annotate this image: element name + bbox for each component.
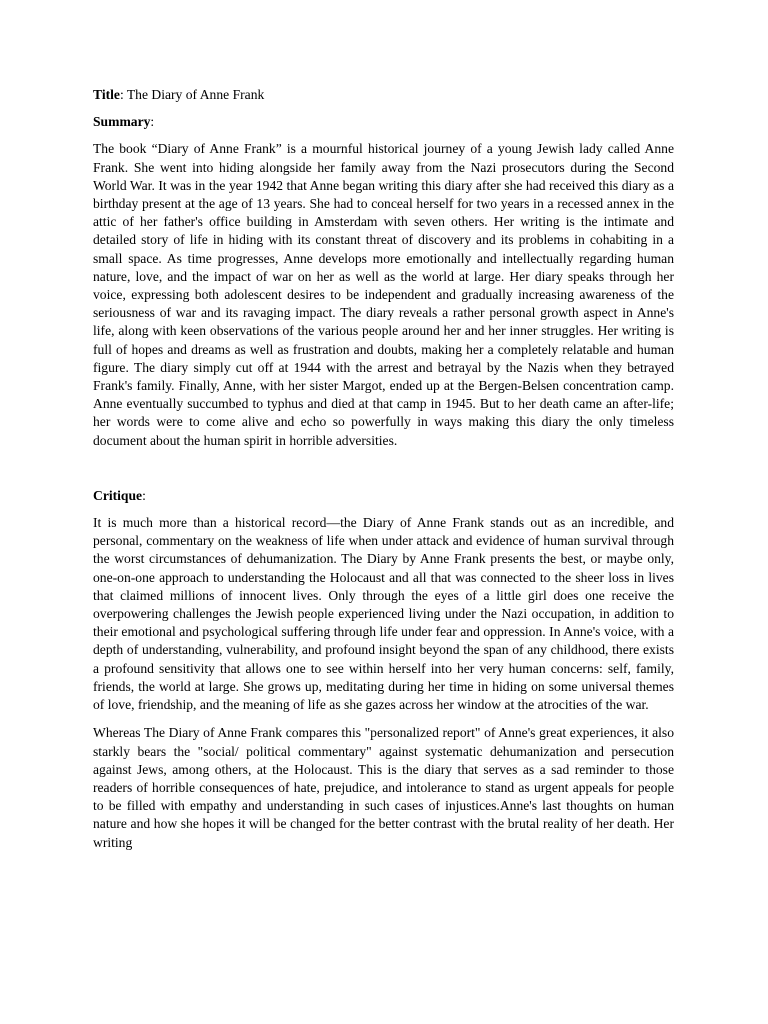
summary-separator: : bbox=[150, 114, 155, 130]
summary-paragraph: The book “Diary of Anne Frank” is a mournful historical journey of a young Jewish lady called Anne Frank. She went into hiding alongside her family away from the Nazi prosecutors during the Second World War. It was in the year 1942 that Anne began writing this diary after she had received this diary as a birthday present at the age of 13 years. She had to conceal herself for two years in a recessed annex in the attic of her father's office building in Amsterdam with seven others. Her writing is the intimate and detailed story of life in hiding with its constant threat of discovery and its problems in cohabiting in a small space. As time progresses, Anne develops more emotionally and intellectually regarding human nature, love, and the impact of war on her as well as the world at large. Her diary speaks through her voice, expressing both adolescent desires to be independent and gradually increasing awareness of the seriousness of war and its ravaging impact. The diary reveals a rather personal growth aspect in Anne's life, along with keen observations of the various people around her and her inner struggles. Her writing is full of hopes and dreams as well as frustration and doubts, making her a completely relatable and human figure. The diary simply cut off at 1944 with the arrest and betrayal by the Nazis when they betrayed Frank's family. Finally, Anne, with her sister Margot, ended up at the Bergen-Belsen concentration camp. Anne eventually succumbed to typhus and died at that camp in 1945. But to her death came an after-life; her words were to come alive and echo so powerfully in ways making this diary the only timeless document about the human spirit in horrible adversities. bbox=[93, 141, 674, 448]
critique-paragraph-2: Whereas The Diary of Anne Frank compares this "personalized report" of Anne's great experiences, it also starkly bears the "social/ political commentary" against systematic dehumanization and persecution against Jews, among others, at the Holocaust. This is the diary that serves as a sad reminder to those readers of horrible consequences of hate, prejudice, and intolerance to stand as urgent appeals for people to be filled with empathy and understanding in such cases of injustices.Anne's last thoughts on human nature and how she hopes it will be changed for the better contrast with the brutal reality of her death. Her writing bbox=[93, 725, 674, 850]
critique-paragraph-1: It is much more than a historical record—the Diary of Anne Frank stands out as an incredible, and personal, commentary on the weakness of life when under attack and evidence of human survival through the worst circumstances of dehumanization. The Diary by Anne Frank presents the best, or maybe only, one-on-one approach to understanding the Holocaust and all that was connected to the sheer loss in lives that claimed millions of innocent lives. Only through the eyes of a little girl does one receive the overpowering challenges the Jewish people experienced living under the Nazi occupation, in addition to their emotional and psychological suffering through life under fear and oppression. In Anne's voice, with a depth of understanding, vulnerability, and profound insight beyond the span of any childhood, there exists a profound sensitivity that allows one to see within herself into her very human concerns: self, family, friends, the world at large. She grows up, meditating during her time in hiding on some universal themes of love, friendship, and the meaning of life as she gazes across her window at the atrocities of the war. bbox=[93, 515, 674, 713]
critique-label: Critique bbox=[93, 487, 143, 503]
critique-heading bbox=[93, 487, 674, 505]
title-label: Title bbox=[93, 87, 120, 102]
document-page bbox=[93, 86, 674, 862]
critique-separator: : bbox=[142, 487, 146, 503]
title-line bbox=[93, 86, 674, 104]
summary-label: Summary bbox=[93, 114, 151, 130]
title-separator: : bbox=[119, 87, 127, 102]
summary-heading bbox=[93, 113, 674, 131]
section-spacer bbox=[93, 460, 674, 487]
document-title: The Diary of Anne Frank bbox=[126, 87, 265, 102]
